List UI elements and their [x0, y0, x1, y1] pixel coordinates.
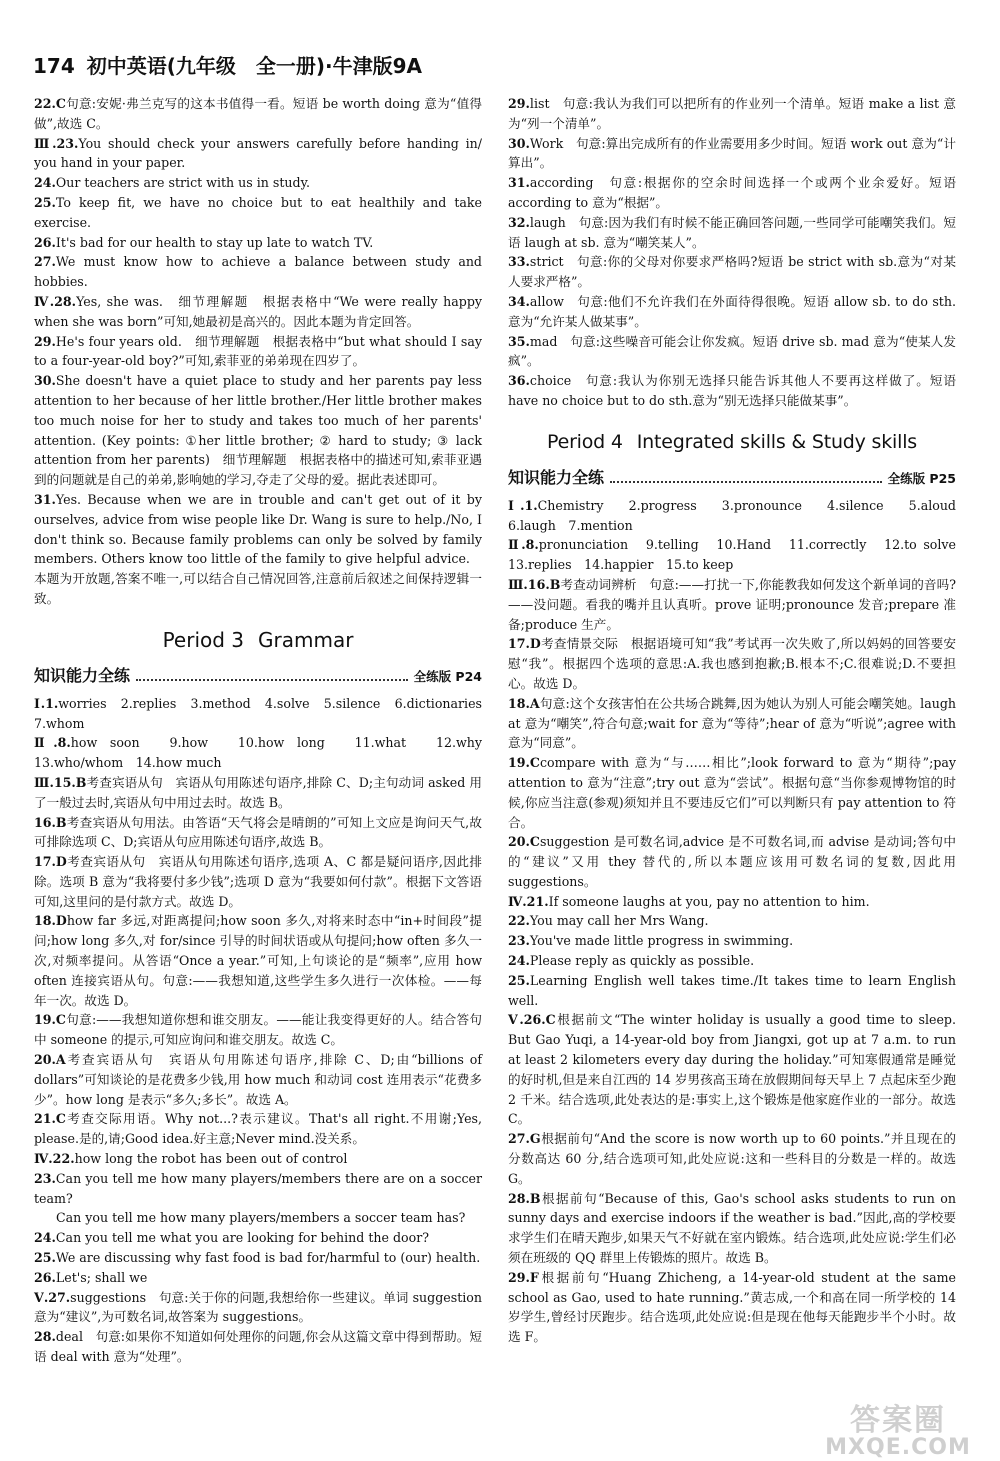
answer-number: Ⅰ.1. — [508, 497, 538, 513]
answer-item — [34, 694, 495, 734]
period-name: Integrated skills & Study skills — [636, 430, 917, 453]
practice-title: 知识能力全练 — [34, 665, 131, 685]
answer-item — [508, 931, 956, 951]
answer-text: To keep fit, we have no choice but to eat healthily and take exercise. — [34, 194, 482, 230]
answer-text: Our teachers are strict with us in study. — [55, 175, 311, 191]
answer-number: 19.C — [34, 1012, 66, 1028]
answer-number: 29.F — [508, 1269, 539, 1285]
answer-number: 26. — [34, 1269, 56, 1285]
right-column — [508, 94, 969, 1347]
answer-number: 20.A — [34, 1052, 66, 1068]
answer-item — [508, 694, 956, 753]
left-column — [34, 94, 495, 1367]
answer-item — [508, 134, 956, 174]
answer-text: Please reply as quickly as possible. — [529, 953, 755, 969]
period-heading — [508, 429, 956, 455]
answer-number: 17.D — [508, 636, 541, 652]
answer-number: 25. — [34, 194, 56, 210]
answer-text: Learning English well takes time./It takes time to learn English well. — [508, 972, 956, 1008]
answer-number: 30. — [508, 135, 530, 151]
answer-text: We must know how to achieve a balance between study and hobbies. — [34, 254, 482, 290]
answer-text: mad 句意:这些噪音可能会让你发疯。短语 drive sb. mad 意为“使某人发疯”。 — [508, 333, 956, 369]
answer-number: 20.C — [508, 834, 540, 850]
answer-item — [34, 490, 482, 569]
answer-number: Ⅴ.26.C — [508, 1012, 556, 1028]
dotted-leader — [610, 481, 882, 483]
answer-item — [34, 1169, 482, 1209]
answer-item — [508, 911, 956, 931]
answer-text: worries 2.replies 3.method 4.solve 5.silence 6.dictionaries 7.whom — [34, 695, 495, 731]
answer-number: 22. — [508, 913, 530, 929]
answer-item — [34, 292, 482, 332]
practice-title: 知识能力全练 — [508, 467, 605, 487]
answer-item — [508, 634, 956, 693]
answer-item — [508, 173, 956, 213]
answer-text: Chemistry 2.progress 3.pronounce 4.silence 5.aloud 6.laugh 7.mention — [508, 497, 969, 533]
answer-text: 考查宾语从句 宾语从句用陈述句语序,选项 A、C 都是疑问语序,因此排除。选项 B 意为“我将要付多少钱”;选项 D 意为“我要如何付款”。根据下文答语可知,这里问的是付款方式。故选 D。 — [34, 854, 482, 909]
answer-item — [508, 332, 956, 372]
answer-number: Ⅱ.8. — [508, 537, 539, 553]
answer-item — [34, 94, 482, 134]
answer-item — [34, 193, 482, 233]
answer-note: 本题为开放题,答案不唯一,可以结合自己情况回答,注意前后叙述之间保持逻辑一致。 — [34, 571, 482, 606]
period-name: Grammar — [258, 627, 354, 652]
answer-item — [508, 535, 969, 575]
answer-item — [34, 1010, 482, 1050]
answer-text: how soon 9.how 10.how long 11.what 12.why 13.who/whom 14.how much — [34, 735, 495, 771]
answer-item — [34, 332, 482, 372]
answer-number: 32. — [508, 214, 530, 230]
page-number: 174 — [33, 54, 75, 78]
answer-text: suggestion 是可数名词,advice 是不可数名词,而 advise 是动词;答句中的“建议”又用 they 替代的,所以本题应该用可数名词的复数,因此用 suggestions。 — [508, 834, 956, 889]
answer-text: 根据前句“And the score is now worth up to 60 points.”并且现在的分数高达 60 分,结合选项可知,此处应说:这和一些科目的分数是一样的。故选 G。 — [508, 1131, 956, 1186]
answer-number: 22.C — [34, 96, 66, 111]
answer-item — [508, 892, 956, 912]
watermark — [808, 1403, 988, 1460]
answer-text: compare with 意为“与……相比”;look forward to 意为“期待”;pay attention to 意为“注意”;try out 意为“尝试”。根据句意“当你参观博物馆的时候,你应当注意(参观)须知并且不要违反它们”可以判断只有 pay attention to 符合。 — [508, 755, 956, 830]
answer-number: 18.D — [34, 913, 67, 929]
answer-item — [508, 951, 956, 971]
answer-text: We are discussing why fast food is bad for/harmful to (our) health. — [55, 1250, 481, 1266]
answer-number: 28.B — [508, 1190, 541, 1206]
answer-item — [508, 292, 956, 332]
answer-number: 27.G — [508, 1131, 541, 1147]
answer-text: 根据前句“Huang Zhicheng, a 14-year-old student at the same school as Gao, used to hate running.”黄志成,一个和高在同一所学校的 14 岁学生,曾经讨厌跑步。结合选项,此处应说:但是现在他每天能跑步半个小时。故选 F。 — [508, 1269, 956, 1345]
answer-item — [34, 813, 482, 853]
answer-number: 27. — [34, 254, 56, 270]
answer-item — [34, 1327, 482, 1367]
watermark-logo: 答案圈 — [850, 1403, 946, 1438]
answer-item — [34, 1149, 482, 1169]
answer-number: 23. — [508, 933, 530, 949]
practice-edition: 全练版 P25 — [887, 470, 956, 486]
practice-edition: 全练版 P24 — [413, 668, 482, 684]
answer-item — [34, 134, 482, 174]
answer-item — [508, 252, 956, 292]
answer-item — [508, 496, 969, 536]
answer-number: 35. — [508, 333, 530, 349]
answer-number: 34. — [508, 293, 530, 309]
answer-number: 25. — [34, 1250, 56, 1266]
answer-item — [34, 773, 482, 813]
answer-item — [34, 1109, 482, 1149]
answer-text: Yes, she was. 细节理解题 根据表格中“We were really happy when she was born”可知,她最初是高兴的。因此本题为肯定回答。 — [34, 293, 482, 329]
period-label: Period 3 — [162, 627, 245, 652]
answer-text: 考查动词辨析 句意:——打扰一下,你能教我如何发这个新单词的音吗?——没问题。看我的嘴并且认真听。prove 证明;pronounce 发音;prepare 准备;produce 生产。 — [508, 576, 957, 632]
answer-number: Ⅲ.23. — [34, 135, 79, 151]
answer-number: 24. — [34, 175, 56, 191]
answer-number: 19.C — [508, 755, 540, 771]
answer-number: Ⅴ.27. — [34, 1289, 71, 1305]
answer-text: 根据前句“Because of this, Gao's school asks students to run on sunny days and exercise indoors if the weather is bad.”因此,高的学校要求学生们在晴天跑步,如果天气不好就在室内锻炼。结合选项,此处应说:学生们必须在班级的 QQ 群里上传锻炼的照片。故选 B。 — [508, 1190, 956, 1266]
answer-text: 考查宾语从句 宾语从句用陈述句语序,排除 C、D;主句动词 asked 用了一般过去时,宾语从句中用过去时。故选 B。 — [34, 774, 483, 810]
answer-item — [34, 371, 482, 490]
answer-text: according 句意:根据你的空余时间选择一个或两个业余爱好。短语 according to 意为“根据”。 — [508, 175, 956, 210]
answer-item — [34, 233, 482, 253]
answer-text: pronunciation 9.telling 10.Hand 11.correctly 12.to solve 13.replies 14.happier 15.to keep — [508, 537, 969, 573]
answer-text: You should check your answers carefully before handing in/ you hand in your paper. — [34, 135, 482, 171]
answer-item — [508, 575, 956, 634]
answer-number: Ⅳ.28. — [34, 293, 77, 309]
answer-text: 句意:安妮·弗兰克写的这本书值得一看。短语 be worth doing 意为“值得做”,故选 C。 — [34, 96, 482, 131]
answer-item — [508, 371, 956, 411]
answer-number: 21.C — [34, 1111, 66, 1127]
answer-text: strict 句意:你的父母对你要求严格吗?短语 be strict with sb.意为“对某人要求严格”。 — [508, 254, 956, 290]
period-label: Period 4 — [547, 430, 623, 453]
answer-item — [34, 1050, 482, 1109]
answer-item — [508, 94, 956, 134]
answer-number: Ⅲ.15.B — [34, 774, 87, 790]
answer-text: choice 句意:我认为你别无选择只能告诉其他人不要再这样做了。短语 have no choice but to do sth.意为“别无选择只能做某事”。 — [508, 373, 956, 408]
answer-text: Yes. Because when we are in trouble and can't get out of it by ourselves, advice from wise people like Dr. Wang is sure to help./No, I don't think so. Because family problems can only be solved by family members. Others know too little of the family to give helpful advice. — [34, 491, 482, 567]
dotted-leader — [136, 679, 408, 681]
answer-item — [34, 733, 495, 773]
answer-number: Ⅰ.1. — [34, 695, 59, 711]
answer-item — [34, 1268, 482, 1288]
practice-heading — [34, 665, 482, 688]
answer-item — [34, 852, 482, 911]
answer-item — [34, 252, 482, 292]
answer-text: He's four years old. 细节理解题 根据表格中“but what should I say to a four-year-old boy?”可知,索菲亚的弟弟现在四岁了。 — [34, 333, 482, 369]
answer-number: 25. — [508, 972, 530, 988]
answer-text: laugh 句意:因为我们有时候不能正确回答问题,一些同学可能嘲笑我们。短语 laugh at sb. 意为“嘲笑某人”。 — [508, 214, 956, 250]
answer-item — [508, 832, 956, 891]
answer-number: 30. — [34, 373, 56, 389]
answer-text: list 句意:我认为我们可以把所有的作业列一个清单。短语 make a list 意为“列一个清单”。 — [508, 96, 956, 131]
answer-number: 24. — [508, 953, 530, 969]
answer-text: 考查宾语从句 宾语从句用陈述句语序,排除 C、D;由“billions of dollars”可知谈论的是花费多少钱,用 how much 和动词 cost 连用表示“花费多少”。how long 是表示“多久;多长”。故选 A。 — [34, 1052, 482, 1107]
answer-text: how far 多远,对距离提问;how soon 多久,对将来时态中“in+时间段”提问;how long 多久,对 for/since 引导的时间状语或从句提问;how often 多久一次,对频率提问。从答语“Once a year.”可知,上句谈论的是“频率”,应用 how often 连接宾语从句。句意:——我想知道,这些学生多久进行一次体检。——每年一次。故选 D。 — [34, 913, 482, 1008]
answer-note: Can you tell me how many players/members a soccer team has? — [56, 1210, 466, 1226]
answer-number: 28. — [34, 1329, 56, 1345]
answer-item — [508, 1268, 956, 1347]
answer-number: 23. — [34, 1170, 56, 1186]
answer-item — [34, 173, 482, 193]
answer-text: how long the robot has been out of control — [74, 1151, 348, 1167]
answer-number: 33. — [508, 254, 530, 270]
answer-text: If someone laughs at you, pay no attention to him. — [548, 893, 870, 909]
answer-text: 考查交际用语。Why not...?表示建议。That's all right.不用谢;Yes, please.是的,请;Good idea.好主意;Never mind.没关系。 — [34, 1111, 482, 1147]
page-header — [33, 50, 973, 78]
answer-text: deal 句意:如果你不知道如何处理你的问题,你会从这篇文章中得到帮助。短语 deal with 意为“处理”。 — [34, 1329, 482, 1365]
answer-item — [34, 911, 482, 1010]
answer-item — [34, 1288, 482, 1328]
answer-number: 36. — [508, 373, 530, 389]
answer-text: It's bad for our health to stay up late to watch TV. — [55, 234, 374, 250]
answer-item — [508, 971, 956, 1011]
answer-text: allow 句意:他们不允许我们在外面待得很晚。短语 allow sb. to do sth.意为“允许某人做某事”。 — [508, 293, 956, 329]
answer-text: You may call her Mrs Wang. — [529, 913, 709, 929]
answer-item — [508, 213, 956, 253]
answer-text: 考查情景交际 根据语境可知“我”考试再一次失败了,所以妈妈的回答要安慰“我”。根据四个选项的意思:A.我也感到抱歉;B.根本不;C.很难说;D.不要担心。故选 D。 — [508, 636, 956, 691]
answer-number: 18.A — [508, 695, 540, 711]
answer-text: Can you tell me how many players/members there are on a soccer team? — [34, 1170, 482, 1206]
answer-item — [508, 1129, 956, 1188]
practice-heading — [508, 467, 956, 490]
answer-item — [508, 1010, 956, 1129]
answer-number: 16.B — [34, 814, 67, 830]
answer-text: 句意:这个女孩害怕在公共场合跳舞,因为她认为别人可能会嘲笑她。laugh at 意为“嘲笑”,符合句意;wait for 意为“等待”;hear of 意为“听说”;agree with 意为“同意”。 — [508, 695, 956, 751]
answer-text: Let's; shall we — [55, 1269, 148, 1285]
answer-number: 31. — [508, 175, 530, 191]
answer-number: Ⅲ.16.B — [508, 576, 561, 592]
answer-text: 考查宾语从句用法。由答语“天气将会是晴朗的”可知上文应是询问天气,故可排除选项 C、D;宾语从句应用陈述句语序,故选 B。 — [34, 814, 482, 850]
answer-text: Can you tell me what you are looking for behind the door? — [55, 1230, 429, 1246]
watermark-url: MXQE.COM — [825, 1435, 971, 1460]
answer-item — [508, 1189, 956, 1268]
answer-item — [34, 1248, 482, 1268]
answer-number: 31. — [34, 491, 56, 507]
answer-text: 根据前文“The winter holiday is usually a good time to sleep. But Gao Yuqi, a 14-year-old boy from Jiangxi, got up at 7 a.m. to run at least 2 kilometers every day during the holiday.”可知寒假通常是睡觉的好时机,但是来自江西的 14 岁男孩高玉琦在放假期间每天早上 7 点起床至少跑 2 千米。结合选项,此处表达的是:事实上,这个锻炼是他家庭作业的一部分。故选 C。 — [508, 1012, 956, 1127]
period-heading — [34, 627, 482, 653]
answer-number: 29. — [34, 333, 56, 349]
book-title: 初中英语(九年级 全一册)·牛津版9A — [86, 54, 423, 78]
answer-number: Ⅱ.8. — [34, 735, 71, 751]
answer-text: 句意:——我想知道你想和谁交朋友。——能让我变得更好的人。结合答句中 someone 的提示,可知应询问和谁交朋友。故选 C。 — [34, 1012, 482, 1048]
answer-number: Ⅳ.22. — [34, 1151, 75, 1167]
answer-number: 24. — [34, 1230, 56, 1246]
answer-number: Ⅳ.21. — [508, 893, 549, 909]
answer-text: Work 句意:算出完成所有的作业需要用多少时间。短语 work out 意为“计算出”。 — [508, 135, 956, 171]
answer-text: She doesn't have a quiet place to study and her parents pay less attention to her because of her little brother./Her little brother makes too much noise for her to study and takes too much of her parents' attention. (Key points: ①her little brother; ② hard to study; ③ lack attention from her parents) 细节理解题 根据表格中的描述可知,索菲亚遇到的问题就是自己的弟弟,影响她的学习,夺走了父母的爱。据此表述即可。 — [34, 373, 482, 488]
answer-item — [34, 1228, 482, 1248]
answer-number: 26. — [34, 234, 56, 250]
answer-text: suggestions 句意:关于你的问题,我想给你一些建议。单词 suggestion 意为“建议”,为可数名词,故答案为 suggestions。 — [34, 1289, 482, 1325]
answer-text: You've made little progress in swimming. — [529, 933, 794, 949]
answer-number: 17.D — [34, 854, 67, 870]
answer-number: 29. — [508, 96, 530, 111]
answer-item — [508, 753, 956, 832]
